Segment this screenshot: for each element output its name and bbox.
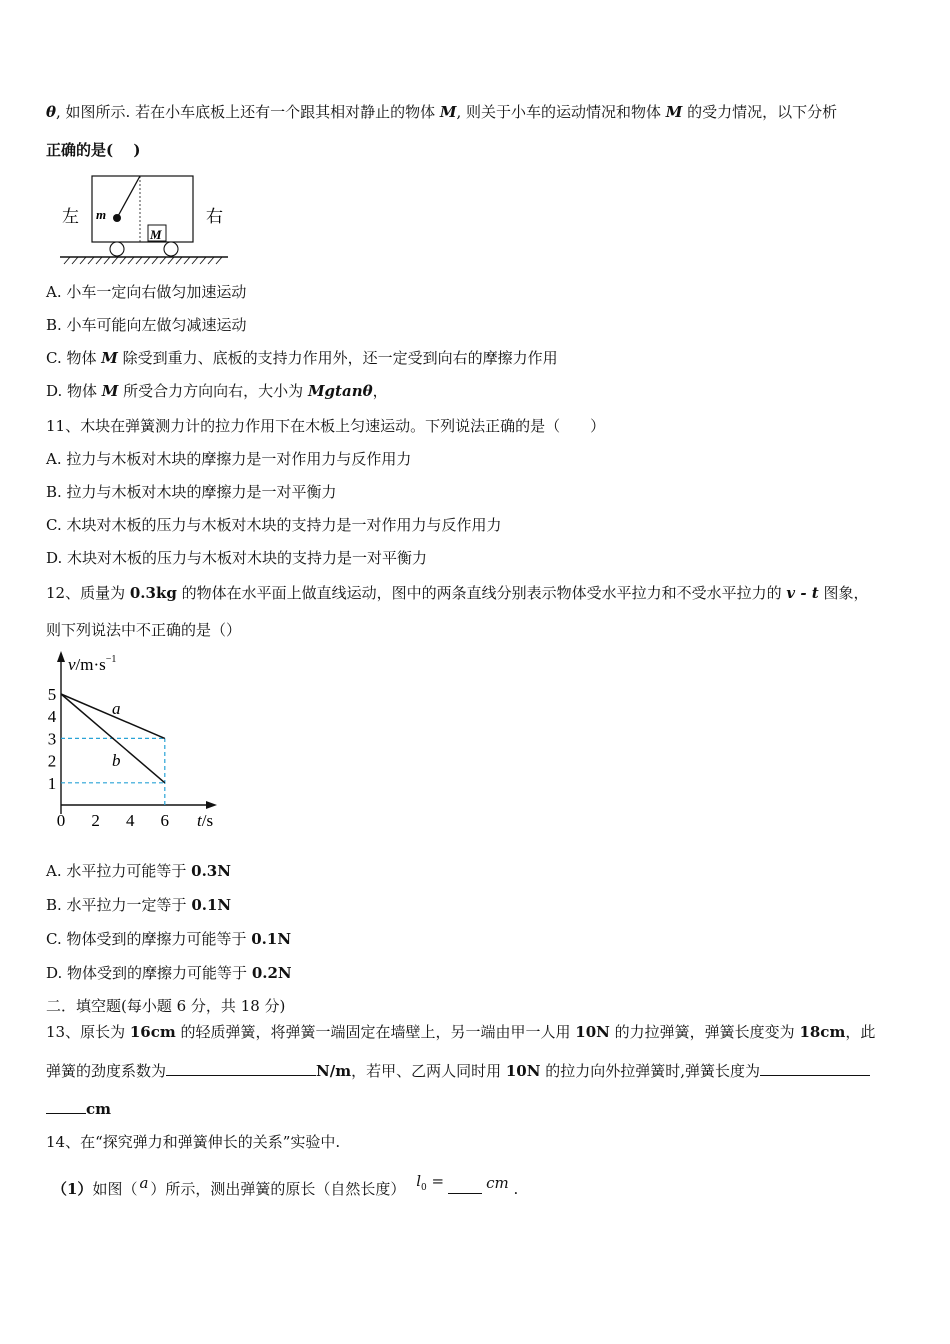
y-tick-label: 3 — [47, 729, 57, 749]
answer-blank[interactable] — [448, 1177, 482, 1194]
y-axis-label: $v/m\cdot s^{-1}$ — [68, 654, 117, 674]
q10-option-b: B. 小车可能向左做匀减速运动 — [46, 316, 247, 334]
mass-M: M — [101, 349, 118, 367]
cart-body — [92, 176, 193, 242]
q14-sub1: （1）如图（ a ）所示，测出弹簧的原长（自然长度） $l_0$ = cm . — [52, 1172, 519, 1198]
q13-line3: cm — [46, 1097, 111, 1119]
mass-M: M — [439, 103, 457, 121]
block-label: M — [150, 227, 162, 242]
y-tick-label: 1 — [47, 773, 57, 793]
section-heading: 二．填空题(每小题 6 分，共 18 分) — [46, 997, 286, 1015]
y-tick-label: 4 — [47, 707, 57, 727]
q11-option-d: D. 木块对木板的压力与木板对木块的支持力是一对平衡力 — [46, 549, 428, 567]
label-left: 左 — [62, 207, 79, 226]
vt-chart — [40, 648, 230, 834]
q13-line1: 13、原长为 16cm 的轻质弹簧，将弹簧一端固定在墙壁上，另一端由甲一人用 10N 的力拉弹簧，弹簧长度变为 18cm，此 — [46, 1023, 876, 1041]
y-tick-label: 5 — [47, 685, 57, 704]
cart-figure — [56, 170, 236, 268]
x-tick-label: 4 — [125, 811, 135, 830]
q14-stem: 14、在“探究弹力和弹簧伸长的关系”实验中. — [46, 1133, 341, 1151]
q12-option-c: C. 物体受到的摩擦力可能等于 0.1N — [46, 930, 292, 948]
x-tick-label: 0 — [56, 811, 66, 830]
mass-M: M — [101, 382, 119, 400]
q11-option-a: A. 拉力与木板对木块的摩擦力是一对作用力与反作用力 — [46, 450, 412, 468]
q10-option-a: A. 小车一定向右做匀加速运动 — [46, 283, 247, 301]
x-axis-arrow — [206, 801, 217, 809]
q10-option-c: C. 物体 M 除受到重力、底板的支持力作用外，还一定受到向右的摩擦力作用 — [46, 349, 558, 367]
ball-label: m — [96, 207, 107, 222]
x-tick-label: 2 — [91, 811, 100, 830]
series-label-a: a — [112, 699, 121, 718]
x-tick-label: 6 — [160, 811, 170, 830]
q12-stem-line2: 则下列说法中不正确的是（） — [46, 621, 242, 639]
y-tick-label: 2 — [47, 751, 57, 771]
q10-option-d: D. 物体 M 所受合力方向向右，大小为 Mgtanθ， — [46, 382, 388, 400]
ground-hatching — [64, 257, 222, 264]
q10-intro-line1: θ, 如图所示. 若在小车底板上还有一个跟其相对静止的物体 M, 则关于小车的运动情况和物体 M 的受力情况，以下分析 — [46, 103, 838, 121]
y-axis-arrow — [57, 651, 65, 662]
pendulum-string — [117, 176, 140, 218]
pendulum-ball — [113, 214, 121, 222]
q11-stem: 11、木块在弹簧测力计的拉力作用下在木板上匀速运动。下列说法正确的是（ ） — [46, 417, 606, 435]
q12-stem-line1: 12、质量为 0.3kg 的物体在水平面上做直线运动，图中的两条直线分别表示物体受水平拉力和不受水平拉力的 v - t 图象， — [46, 584, 869, 602]
answer-blank[interactable] — [46, 1097, 86, 1114]
answer-blank[interactable] — [166, 1059, 316, 1076]
mass-M: M — [665, 103, 683, 121]
q11-option-b: B. 拉力与木板对木块的摩擦力是一对平衡力 — [46, 483, 337, 501]
wheel-left — [110, 242, 124, 256]
q12-option-d: D. 物体受到的摩擦力可能等于 0.2N — [46, 964, 292, 982]
label-right: 右 — [206, 207, 223, 226]
formula: Mgtanθ — [307, 382, 373, 400]
series-label-b: b — [112, 751, 121, 770]
l0-symbol: $l_0$ = — [416, 1172, 445, 1193]
theta-symbol: θ — [46, 103, 57, 121]
wheel-right — [164, 242, 178, 256]
q12-option-a: A. 水平拉力可能等于 0.3N — [46, 862, 231, 880]
q12-option-b: B. 水平拉力一定等于 0.1N — [46, 896, 232, 914]
q10-intro-line2: 正确的是( ) — [46, 141, 141, 159]
q11-option-c: C. 木块对木板的压力与木板对木块的支持力是一对作用力与反作用力 — [46, 516, 502, 534]
q13-line2: 弹簧的劲度系数为 N/m，若甲、乙两人同时用 10N 的拉力向外拉弹簧时,弹簧长度为 — [46, 1059, 870, 1081]
x-axis-label: t/s — [197, 811, 214, 830]
answer-blank[interactable] — [760, 1059, 870, 1076]
